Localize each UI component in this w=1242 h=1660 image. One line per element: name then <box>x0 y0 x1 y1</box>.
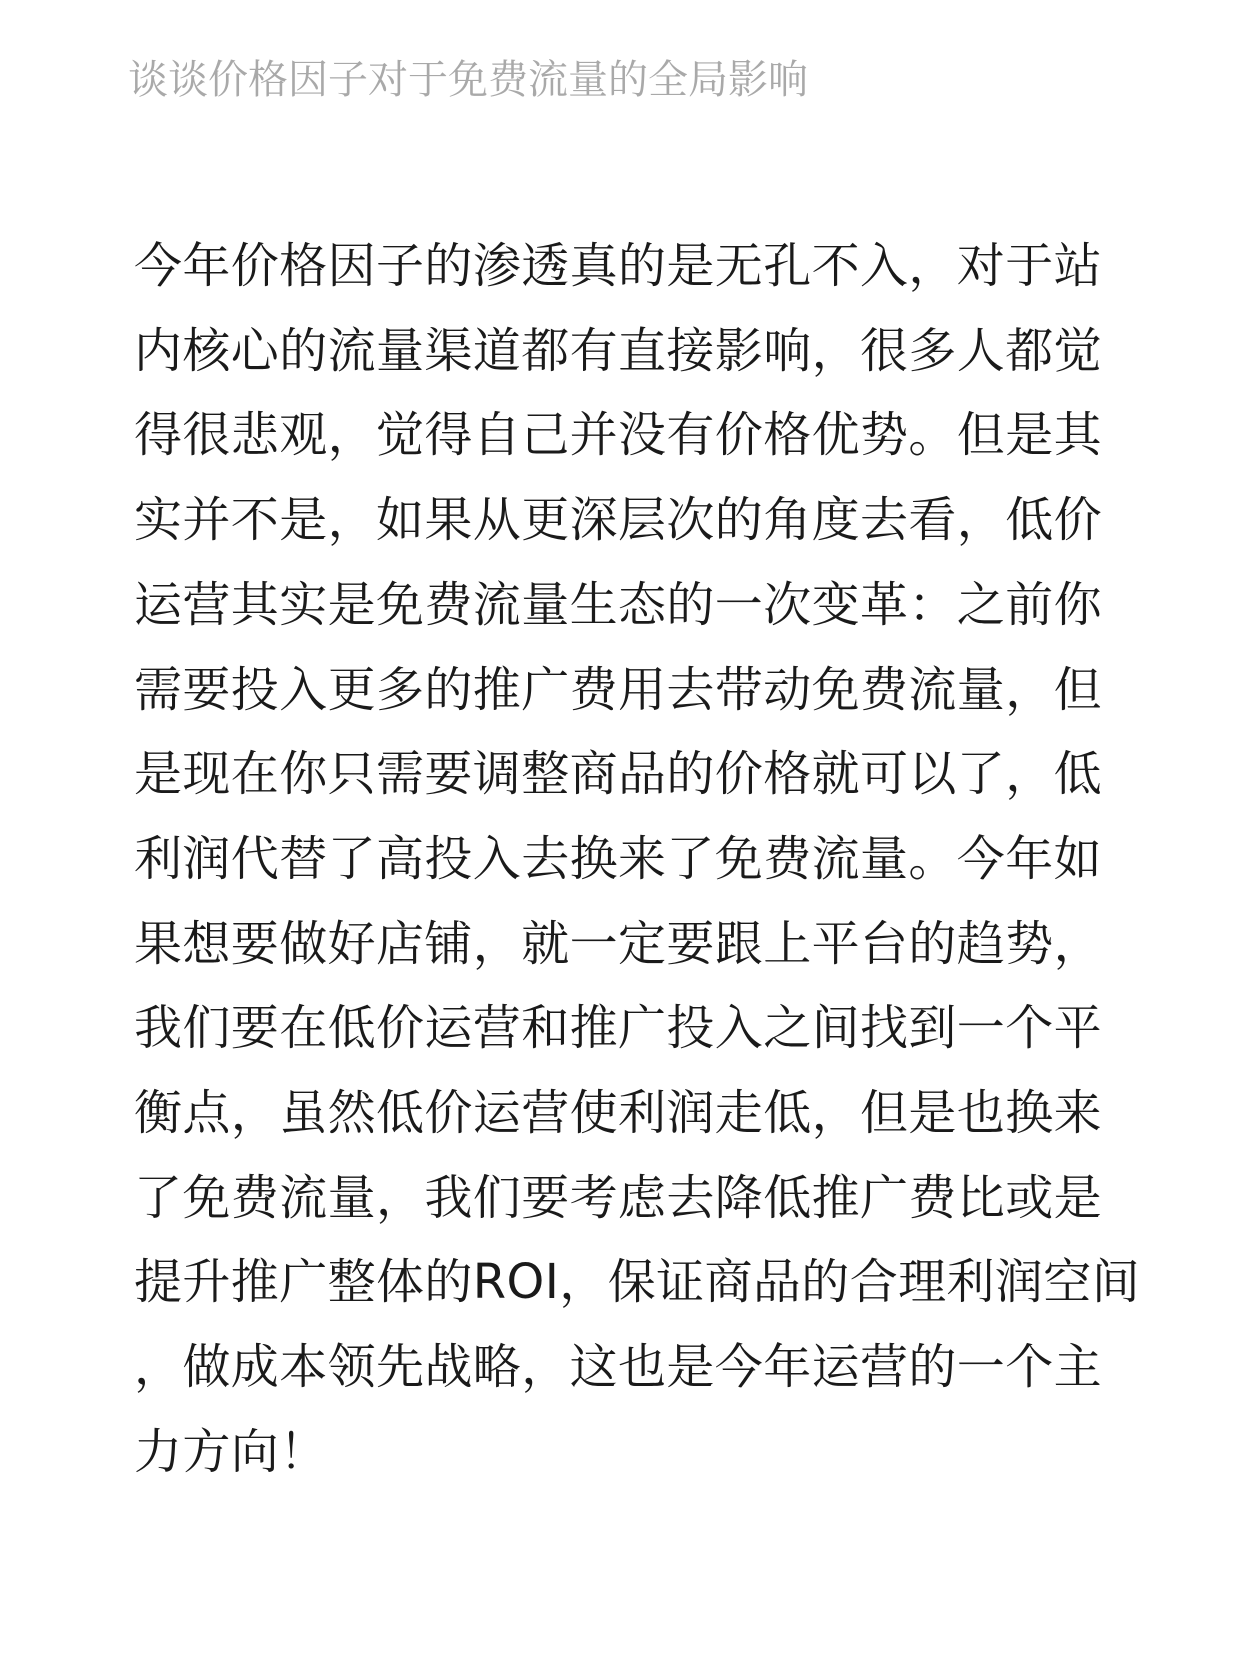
body-line: 需要投入更多的推广费用去带动免费流量，但 <box>134 661 1103 718</box>
body-line: 我们要在低价运营和推广投入之间找到一个平 <box>134 1000 1103 1057</box>
article-body <box>134 224 1194 1495</box>
body-line: 力方向！ <box>134 1423 328 1480</box>
body-line: 衡点，虽然低价运营使利润走低，但是也换来 <box>134 1085 1103 1142</box>
body-line: 利润代替了高投入去换来了免费流量。今年如 <box>134 830 1103 887</box>
body-line: ，做成本领先战略，这也是今年运营的一个主 <box>134 1339 1103 1396</box>
body-line: 提升推广整体的ROI，保证商品的合理利润空间 <box>134 1254 1141 1311</box>
body-line: 了免费流量，我们要考虑去降低推广费比或是 <box>134 1169 1103 1226</box>
body-line: 今年价格因子的渗透真的是无孔不入，对于站 <box>134 238 1103 294</box>
body-line: 是现在你只需要调整商品的价格就可以了，低 <box>134 746 1103 803</box>
body-line: 实并不是，如果从更深层次的角度去看，低价 <box>134 492 1103 549</box>
body-line: 得很悲观，觉得自己并没有价格优势。但是其 <box>134 407 1103 464</box>
body-line: 内核心的流量渠道都有直接影响，很多人都觉 <box>134 322 1103 379</box>
body-line: 运营其实是免费流量生态的一次变革：之前你 <box>134 576 1103 633</box>
body-line: 果想要做好店铺，就一定要跟上平台的趋势， <box>134 915 1103 972</box>
page-title: 谈谈价格因子对于免费流量的全局影响 <box>128 57 808 103</box>
